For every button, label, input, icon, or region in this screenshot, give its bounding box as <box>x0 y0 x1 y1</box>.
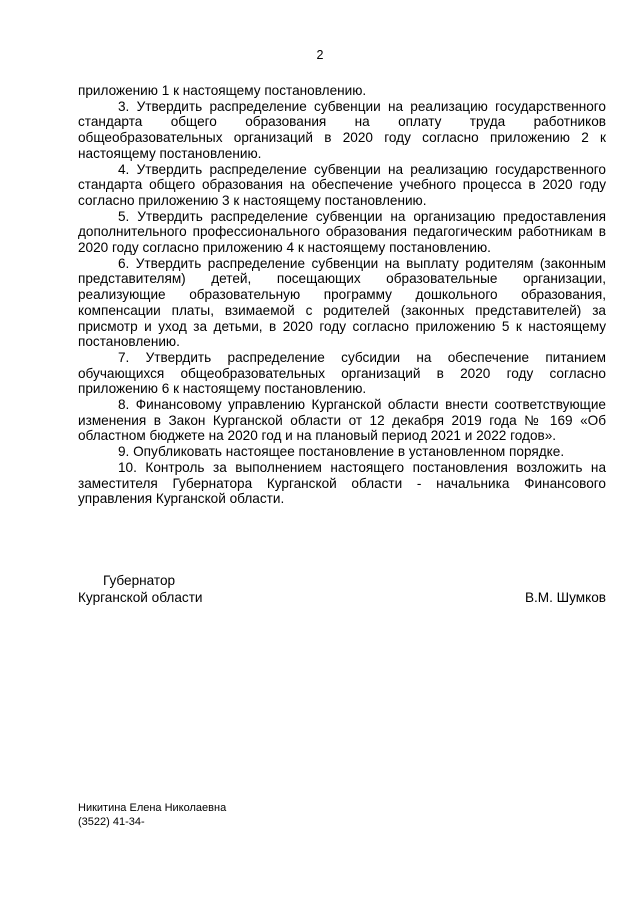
executor-phone: (3522) 41-34- <box>78 816 145 828</box>
paragraph-item-7: 7. Утвердить распределение субсидии на обеспечение питанием обучающихся общеобразовательных организаций в 2020 году согласно приложению 6 к настоящему постановлению. <box>78 349 606 397</box>
paragraph-item-5: 5. Утвердить распределение субвенции на организацию предоставления дополнительного профессионального образования педагогическим работникам в 2020 году согласно приложению 4 к настоящему постановлению. <box>78 208 606 256</box>
paragraph-continuation: приложению 1 к настоящему постановлению. <box>78 83 367 98</box>
document-body <box>78 83 606 507</box>
paragraph-item-3: 3. Утвердить распределение субвенции на реализацию государственного стандарта общего образования на оплату труда работников общеобразовательных организаций в 2020 году согласно приложению 2 к настоящему постановлению. <box>78 98 606 161</box>
paragraph-item-10: 10. Контроль за выполнением настоящего постановления возложить на заместителя Губернатора Курганской области - начальника Финансового управления Курганской области. <box>78 459 606 507</box>
signature-row <box>78 589 606 606</box>
paragraph-item-6: 6. Утвердить распределение субвенции на выплату родителям (законным представителям) детей, посещающих образовательные организации, реализующие образовательную программу дошкольного образования, компенсации платы, взимаемой с родителей (законных представителей) за присмотр и уход за детьми, в 2020 году согласно приложению 5 к настоящему постановлению. <box>78 255 606 350</box>
signatory-region: Курганской области <box>78 590 203 605</box>
page-number: 2 <box>316 48 324 62</box>
paragraph-item-4: 4. Утвердить распределение субвенции на реализацию государственного стандарта общего образования на обеспечение учебного процесса в 2020 году согласно приложению 3 к настоящему постановлению. <box>78 161 606 208</box>
paragraph-item-9: 9. Опубликовать настоящее постановление в установленном порядке. <box>118 444 565 460</box>
signatory-name: В.М. Шумков <box>524 590 606 605</box>
signatory-title: Губернатор <box>103 573 176 588</box>
signature-block <box>78 572 606 606</box>
executor-footer <box>78 801 226 829</box>
executor-name: Никитина Елена Николаевна <box>78 802 227 814</box>
paragraph-item-8: 8. Финансовому управлению Курганской области внести соответствующие изменения в Закон Курганской области от 12 декабря 2019 года № 169 «Об областном бюджете на 2020 год и на плановый период 2021 и 2022 годов». <box>78 397 606 444</box>
